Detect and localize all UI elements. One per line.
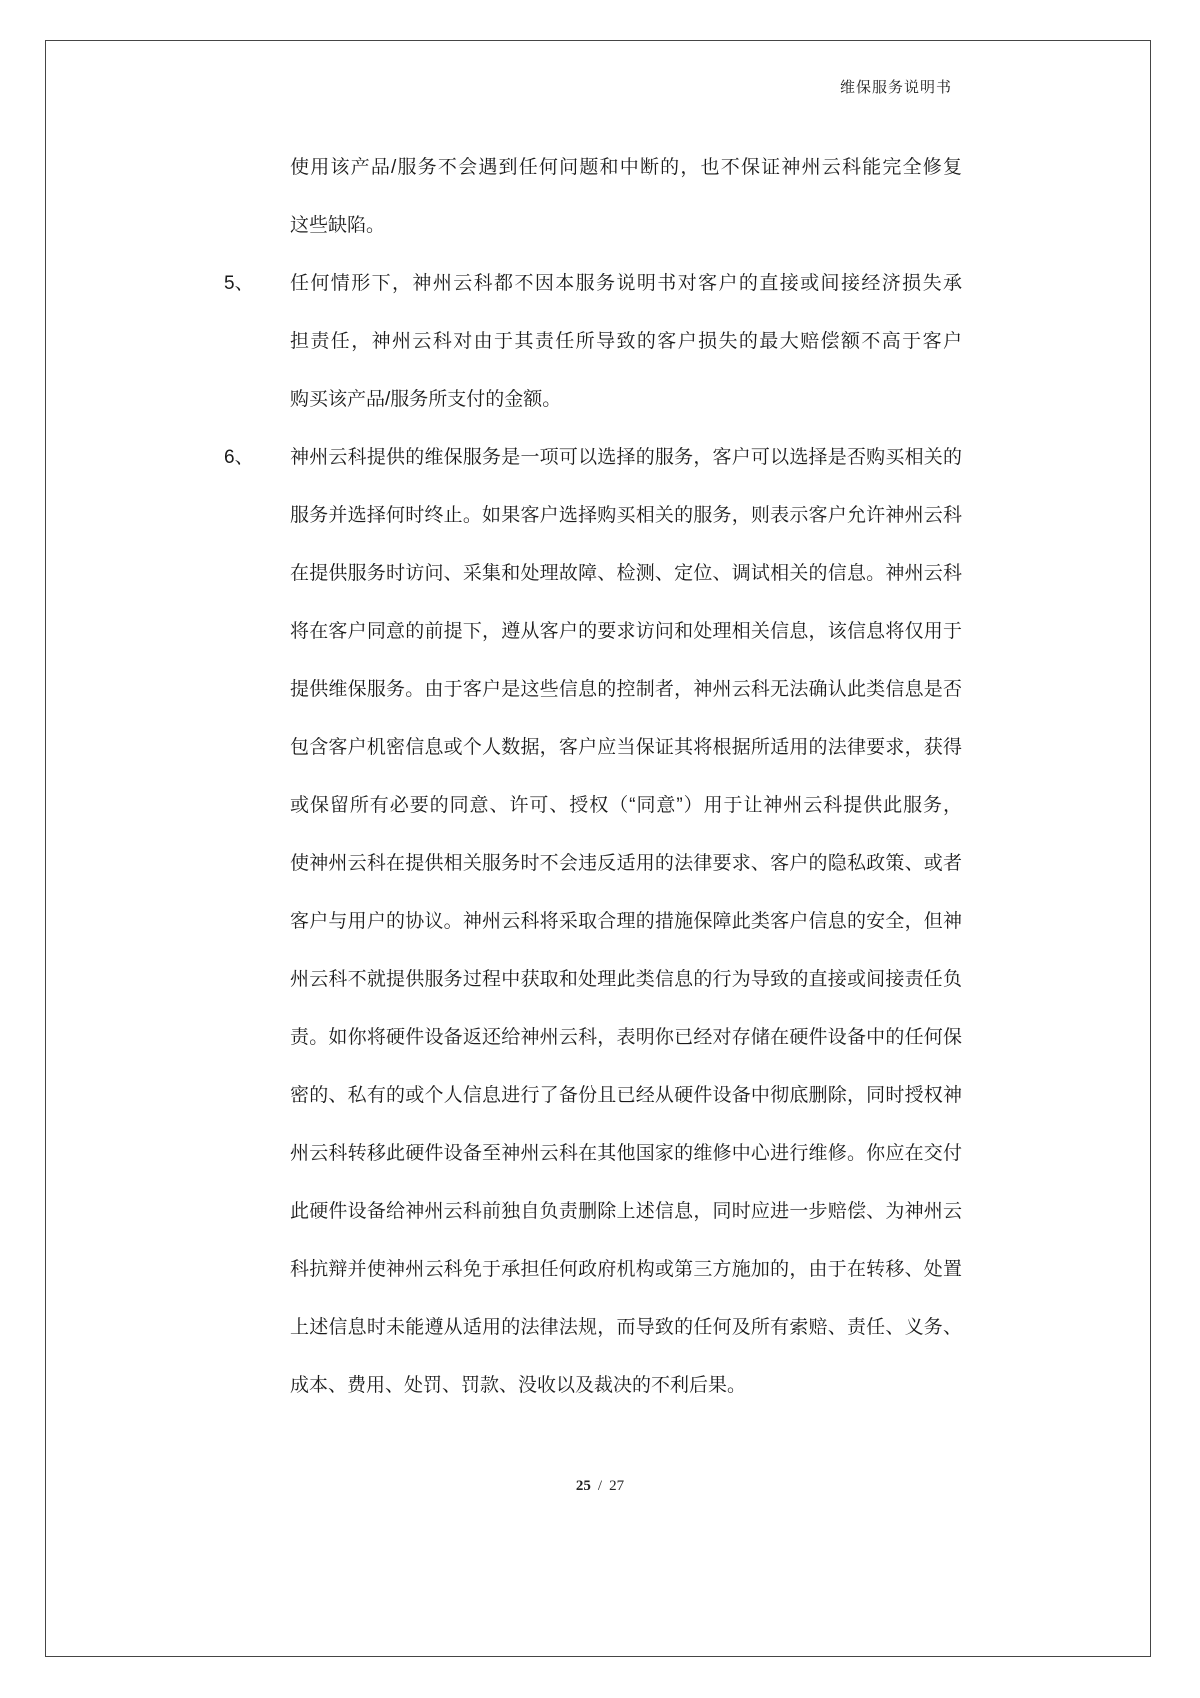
text-line: 州云科不就提供服务过程中获取和处理此类信息的行为导致的直接或间接责任负: [290, 969, 962, 990]
text-line: 服务并选择何时终止。如果客户选择购买相关的服务，则表示客户允许神州云科: [290, 505, 962, 526]
list-item-number: 5、: [224, 273, 254, 294]
list-item-number: 6、: [224, 447, 254, 468]
page-footer: [0, 1478, 1200, 1495]
text-line: 上述信息时未能遵从适用的法律法规，而导致的任何及所有索赔、责任、义务、: [290, 1317, 962, 1338]
page-number-total: 27: [609, 1478, 625, 1494]
list-item-6: [224, 429, 962, 1415]
text-line: 购买该产品/服务所支付的金额。: [290, 389, 562, 410]
paragraph-continuation: [290, 139, 962, 255]
page-header-title: 维保服务说明书: [839, 80, 952, 96]
text-line: 密的、私有的或个人信息进行了备份且已经从硬件设备中彻底删除，同时授权神: [290, 1085, 962, 1106]
text-line: 州云科转移此硬件设备至神州云科在其他国家的维修中心进行维修。你应在交付: [290, 1143, 962, 1164]
text-line: 成本、费用、处罚、罚款、没收以及裁决的不利后果。: [290, 1375, 747, 1396]
text-line: 使神州云科在提供相关服务时不会违反适用的法律要求、客户的隐私政策、或者: [290, 853, 962, 874]
list-item-text: [290, 255, 962, 429]
list-item-5: [224, 255, 962, 429]
list-item-text: [290, 429, 962, 1415]
text-line: 神州云科提供的维保服务是一项可以选择的服务，客户可以选择是否购买相关的: [290, 447, 962, 468]
text-line: 包含客户机密信息或个人数据，客户应当保证其将根据所适用的法律要求，获得: [290, 737, 962, 758]
text-line: 客户与用户的协议。神州云科将采取合理的措施保障此类客户信息的安全，但神: [290, 911, 962, 932]
document-body: [224, 139, 962, 1415]
text-line: 担责任，神州云科对由于其责任所导致的客户损失的最大赔偿额不高于客户: [290, 331, 962, 352]
text-line: 在提供服务时访问、采集和处理故障、检测、定位、调试相关的信息。神州云科: [290, 563, 962, 584]
page-number-current: 25: [575, 1478, 591, 1494]
text-line: 责。如你将硬件设备返还给神州云科，表明你已经对存储在硬件设备中的任何保: [290, 1027, 962, 1048]
text-line: 任何情形下，神州云科都不因本服务说明书对客户的直接或间接经济损失承: [290, 273, 962, 294]
text-line: 将在客户同意的前提下，遵从客户的要求访问和处理相关信息，该信息将仅用于: [290, 621, 962, 642]
page-number-separator: /: [597, 1478, 603, 1494]
text-line: 提供维保服务。由于客户是这些信息的控制者，神州云科无法确认此类信息是否: [290, 679, 962, 700]
text-line: 科抗辩并使神州云科免于承担任何政府机构或第三方施加的，由于在转移、处置: [290, 1259, 962, 1280]
text-line: 这些缺陷。: [290, 215, 386, 236]
text-line: 或保留所有必要的同意、许可、授权（“同意”）用于让神州云科提供此服务，: [290, 795, 962, 816]
text-line: 使用该产品/服务不会遇到任何问题和中断的，也不保证神州云科能完全修复: [290, 157, 962, 178]
paragraph-text: [290, 139, 962, 255]
text-line: 此硬件设备给神州云科前独自负责删除上述信息，同时应进一步赔偿、为神州云: [290, 1201, 962, 1222]
